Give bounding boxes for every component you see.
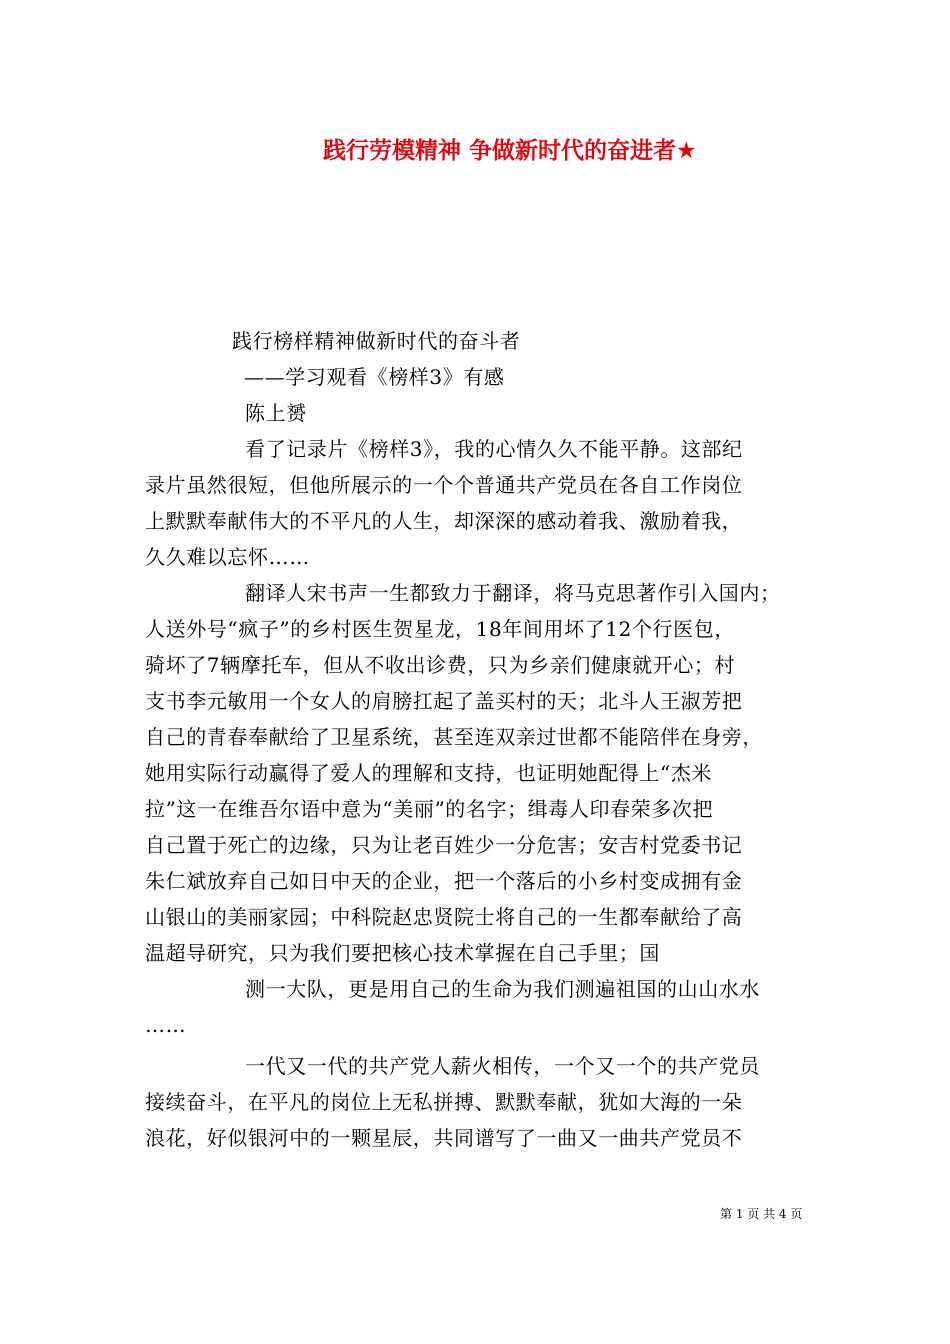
body-line: 自己的青春奉献给了卫星系统，甚至连双亲过世都不能陪伴在身旁， — [145, 725, 763, 749]
body-line: 她用实际行动赢得了爱人的理解和支持，也证明她配得上“杰米 — [145, 761, 713, 785]
body-line: 骑坏了7辆摩托车，但从不收出诊费，只为乡亲们健康就开心；村 — [145, 653, 736, 677]
article-title: 践行榜样精神做新时代的奋斗者 — [232, 329, 521, 353]
body-line: 翻译人宋书声一生都致力于翻译，将马克思著作引入国内； — [245, 581, 781, 605]
article-subtitle: ——学习观看《榜样3》有感 — [244, 365, 505, 389]
body-line: 拉”这一在维吾尔语中意为“美丽”的名字；缉毒人印春荣多次把 — [145, 797, 714, 821]
body-line: 看了记录片《榜样3》，我的心情久久不能平静。这部纪 — [245, 437, 743, 461]
body-line: 自己置于死亡的边缘，只为让老百姓少一分危害；安吉村党委书记 — [145, 833, 743, 857]
body-line: 接续奋斗，在平凡的岗位上无私拼搏、默默奉献，犹如大海的一朵 — [145, 1090, 743, 1114]
body-line: 山银山的美丽家园；中科院赵忠贤院士将自己的一生都奉献给了高 — [145, 905, 743, 929]
body-line: 浪花，好似银河中的一颗星辰，共同谱写了一曲又一曲共产党员不 — [145, 1126, 743, 1150]
body-line: 温超导研究，只为我们要把核心技术掌握在自己手里；国 — [145, 941, 660, 965]
body-line: …… — [145, 1013, 187, 1037]
page-title: 践行劳模精神 争做新时代的奋进者★ — [323, 138, 697, 164]
body-line: 上默默奉献伟大的不平凡的人生，却深深的感动着我、激励着我， — [145, 509, 743, 533]
body-line: 朱仁斌放弃自己如日中天的企业，把一个落后的小乡村变成拥有金 — [145, 869, 743, 893]
body-line: 测一大队，更是用自己的生命为我们测遍祖国的山山水水 — [245, 977, 760, 1001]
body-line: 录片虽然很短，但他所展示的一个个普通共产党员在各自工作岗位 — [145, 473, 743, 497]
body-line: 人送外号“疯子”的乡村医生贺星龙，18年间用坏了12个行医包， — [145, 617, 735, 641]
body-line: 支书李元敏用一个女人的肩膀扛起了盖买村的天；北斗人王淑芳把 — [145, 689, 743, 713]
author-name: 陈上赟 — [245, 401, 307, 425]
body-line: 久久难以忘怀…… — [145, 545, 310, 569]
body-line: 一代又一代的共产党人薪火相传，一个又一个的共产党员 — [245, 1054, 760, 1078]
page-number-footer: 第 1 页 共 4 页 — [720, 1207, 803, 1221]
